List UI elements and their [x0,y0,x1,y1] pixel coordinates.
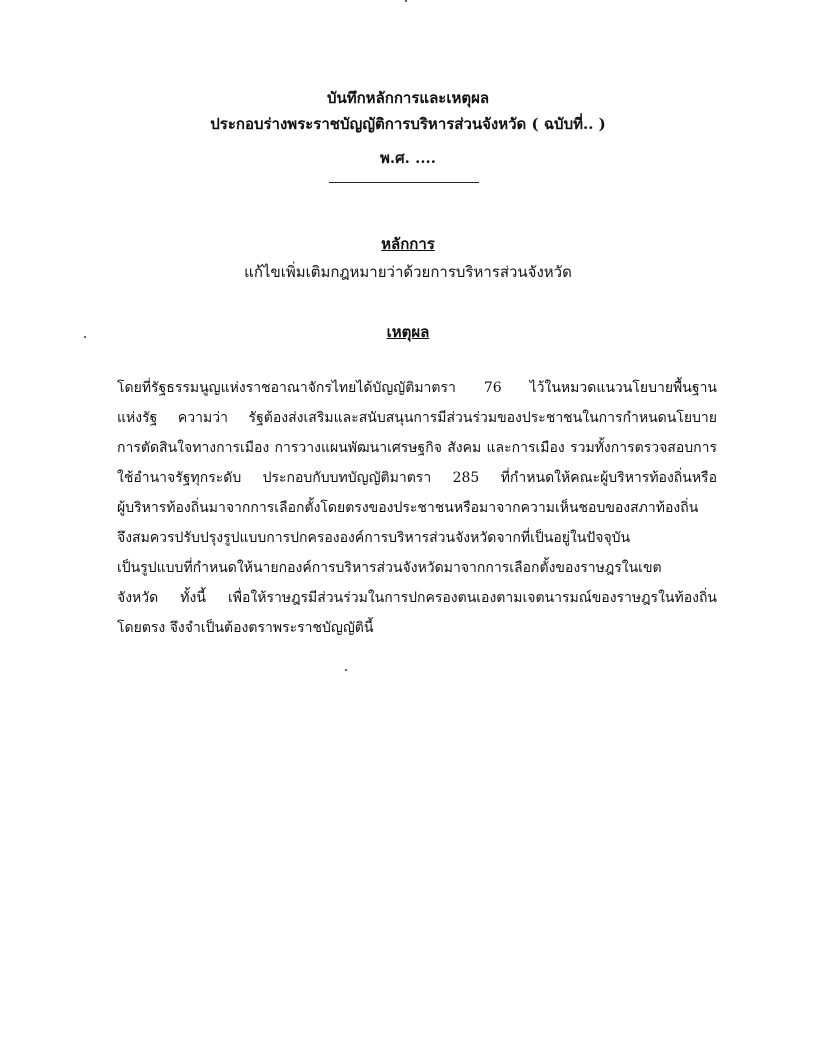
bill-title: ประกอบร่างพระราชบัญญัติการบริหารส่วนจังหวัด ( ฉบับที่.. ) [210,115,606,133]
reason-line: แห่งรัฐ ความว่า รัฐต้องส่งเสริมและสนับสนุนการมีส่วนร่วมของประชาชนในการกำหนดนโยบาย [117,410,717,426]
scan-speck [405,0,407,2]
memo-title: บันทึกหลักการและเหตุผล [326,89,490,107]
reason-line: เป็นรูปแบบที่กำหนดให้นายกองค์การบริหารส่วนจังหวัดมาจากการเลือกตั้งของราษฎรในเขต [117,560,662,576]
reason-line: โดยตรง จึงจำเป็นต้องตราพระราชบัญญัตินี้ [117,620,374,636]
reason-heading: เหตุผล [386,323,430,341]
reason-line: จังหวัด ทั้งนี้ เพื่อให้ราษฎรมีส่วนร่วมในการปกครองตนเองตามเจตนารมณ์ของราษฎรในท้องถิ่น [117,590,717,606]
title-divider [329,182,479,183]
reason-line: ใช้อำนาจรัฐทุกระดับ ประกอบกับบทบัญญัติมาตรา 285 ที่กำหนดให้คณะผู้บริหารท้องถิ่นหรือ [117,470,717,486]
year-line: พ.ศ. .... [380,149,436,167]
scan-speck [84,336,86,338]
reason-line: จึงสมควรปรับปรุงรูปแบบการปกครององค์การบริหารส่วนจังหวัดจากที่เป็นอยู่ในปัจจุบัน [117,530,631,546]
reason-paragraph [117,373,717,643]
principle-heading: หลักการ [381,235,435,253]
scan-speck [345,669,347,671]
principle-text: แก้ไขเพิ่มเติมกฎหมายว่าด้วยการบริหารส่วนจังหวัด [244,263,572,281]
reason-line: การตัดสินใจทางการเมือง การวางแผนพัฒนาเศรษฐกิจ สังคม และการเมือง รวมทั้งการตรวจสอบการ [117,440,717,456]
reason-line: ผู้บริหารท้องถิ่นมาจากการเลือกตั้งโดยตรงของประชาชนหรือมาจากความเห็นชอบของสภาท้องถิ่น [117,500,699,516]
reason-line: โดยที่รัฐธรรมนูญแห่งราชอาณาจักรไทยได้บัญญัติมาตรา 76 ไว้ในหมวดแนวนโยบายพื้นฐาน [117,380,717,396]
